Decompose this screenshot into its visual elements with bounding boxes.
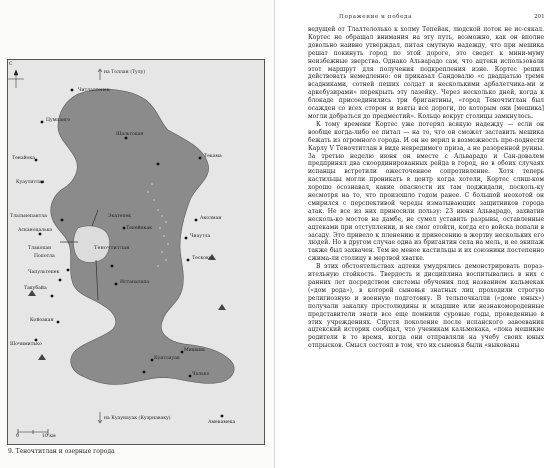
body-text xyxy=(308,26,544,350)
running-head: Поражение и победа xyxy=(339,14,413,20)
place-chitlaltepec: Читлалтепек xyxy=(78,88,110,93)
place-tlalnepantla: Тлальнепантла xyxy=(10,214,47,219)
paragraph: К тому времени Кортес уже потерял всякую надежду — если он вообще когда-либо ее питал — на то, что он сможет заставить мешика бежать из огромного города. И он не верил в возможность пре-поднести Карлу V Теночтитлан в виде невредимого приза, а не разоренной руины. За третью неделю июня он вместе с Альварадо и Сан-довалем предпринял два скоординированных рейда в город, но в обоих случаях испанцы встретили ожесточенное сопротивление. Хотя теперь кастильцы могли проникать в центр когда хотели, Кортес слиш-ком хорошо осознавал, какие опасности их там поджидали, посколь-ку несмотря на то, что произошло годом ранее. С большой неохотой он смирился с перспективой череды изматывающих защитников города атак. Не все из них приносили пользу: 23 июня Альварадо, захватив несколь-ко мостов на дамбе, не сумел уставить разрывы, оставленные ацтеками при отступлении, и не смог отойти, когда его войска попали в засаду. Это привело к пленению и принесению в жертву нескольких его людей. Но в другом случае одна из бригантин села на мель, и ее экипаж также был захвачен. Тем не менее кастильцы и их союзники постепенно сжима-ли столицу в мертвой хватке. xyxy=(308,120,544,263)
scale-ten: 10 км xyxy=(42,434,56,439)
compass-label: С xyxy=(9,62,13,67)
place-cuauhtitlan: Куаутитлан xyxy=(16,180,45,185)
scale-zero: 0 xyxy=(16,434,19,439)
paragraph: В этих обстоятельствах ацтеки умудрялись демонстрировать пораз-ительную стойкость. Твердость и дисциплина воспитывались в них с ранних лет посредством системы обучения под названием кальмекак («дом рода»), в которой сыновья знатных лиц проходили строгую религиозную и военную подготовку. В тельпочкалли («доме юных») получали закалку простолюдины и младшие или незнакомороденные представители знати все еще помнили суровые годы, проведенные в этих учреждениях. Спустя поколение после испанского завоевания ацтекский историк сообщал, что ученикам кальмекака, «пока мешикие родители в то время, когда они отправляли на учебу своих юных отпрысков. Смысл состоял в том, что их сыновья были «выкованы xyxy=(308,263,544,350)
place-coyoacan: Койоакан xyxy=(30,318,54,323)
place-chapultepec: Чапультепек xyxy=(28,270,60,275)
place-tecama: Текама xyxy=(204,154,222,159)
place-mixquic: Мишкик xyxy=(184,348,205,353)
place-tlacopan: Тлакопан xyxy=(28,246,52,251)
place-tenayuca-n: Тенайока xyxy=(12,156,36,161)
place-amecameca: Амекамека xyxy=(208,420,236,425)
place-xaltocan: Шальтокан xyxy=(116,132,144,137)
right-page xyxy=(275,0,550,468)
map xyxy=(7,59,265,445)
place-chiauhtla: Чиаутла xyxy=(190,234,211,239)
place-ecatepec: Экатепек xyxy=(108,214,132,219)
page-number: 201 xyxy=(534,14,545,20)
place-atzcapotzalco: Асканоцалько xyxy=(18,228,53,233)
place-texcoco: Тескоко xyxy=(192,256,212,261)
place-tenochtitlan: Теночтитлан xyxy=(94,245,130,251)
place-ixtapalapa: Истапалапа xyxy=(120,280,150,285)
map-caption: 9. Теночтитлан и озерные города xyxy=(8,448,115,455)
place-cuitlahuac: Куитлауак xyxy=(154,356,180,361)
place-popotla: Попотла xyxy=(34,254,55,259)
place-xochimilco: Шочимилько xyxy=(10,342,42,347)
place-cuernavaca: на Куаунауак (Куэрнаваку) xyxy=(104,416,171,421)
place-tepeyacac: Тепейякак xyxy=(126,226,153,231)
place-chalco: Чалько xyxy=(192,372,210,377)
place-tzompanco: Цумпанго xyxy=(46,118,71,123)
place-acolman: Аколман xyxy=(200,216,222,221)
place-tacubaya: Такубайа xyxy=(24,286,47,291)
place-tolan: на Толлан (Тулу) xyxy=(104,70,146,75)
paragraph: ведущей от Тлалтелолько к холму Тепейак, людской поток не ис-сякал. Кортес не обращал внимания на эту путь, возможно, как он вполне довольно наивно утверждал, питая смутную надежду, что при мешика решат покинуть город по этой дороге, это сведет к мини-муму неизбежные зверства. Однако Альварадо сам, что ацтеки использовали этот маршрут для получения подкрепления изне. Кортес решил действовать немедленно: он приказал Сандовалю «с двадцатью тремя всадниками, сотней пеших солдат и несколькими арбалетчика-ми и аркебузирами» перекрыть эту лазейку. Через несколько дней, когда к блокаде присоединились три бригантины, «город Теночтитлан был осажден со всех сторон и взяты все дороги, по которым они [мешика] могли добраться до предместий». Кольцо вокруг столицы замкнулось. xyxy=(308,26,544,120)
